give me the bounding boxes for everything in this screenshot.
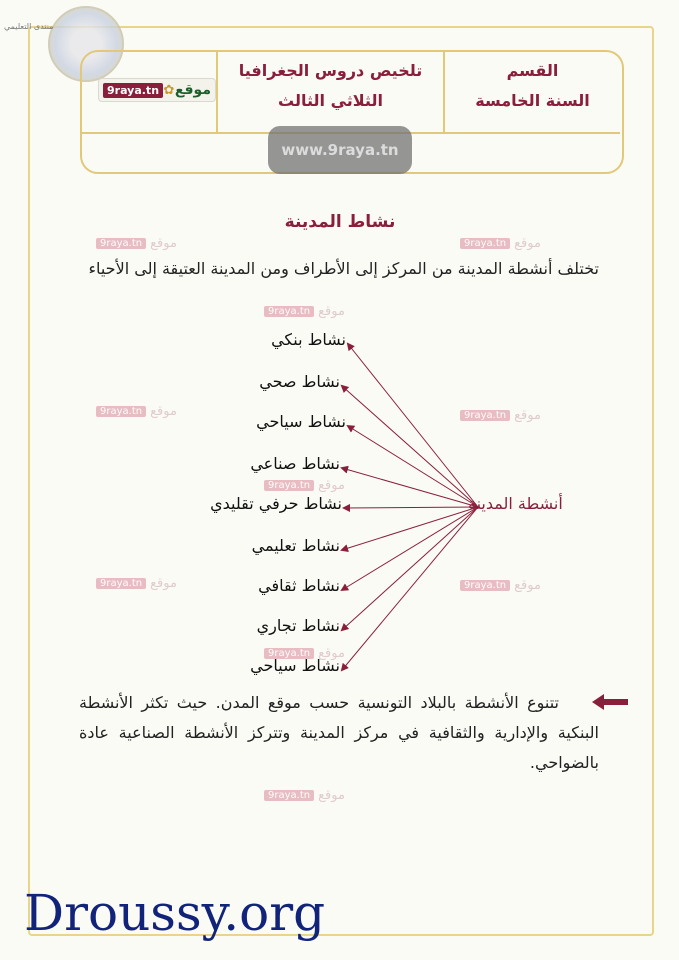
diagram-arrow [348,344,478,507]
diagram-arrow [342,507,478,550]
watermark-tag: 9raya.tn [460,238,510,249]
diagram-arrow [342,386,478,507]
watermark-tag: 9raya.tn [460,580,510,591]
watermark-tag: 9raya.tn [96,238,146,249]
watermark-word: موقع [150,576,177,591]
watermark-tag: 9raya.tn [264,648,314,659]
header-term-label: الثلاثي الثالث [278,91,383,110]
watermark-tag: 9raya.tn [460,410,510,421]
header-subject-title: تلخيص دروس الجغرافيا [238,61,423,80]
diagram-item: نشاط صناعي [250,454,340,473]
diagram-item: نشاط سياحي [256,412,346,431]
section-title: نشاط المدينة [284,212,396,232]
diagram-item: نشاط ثقافي [258,576,340,595]
watermark-tag: 9raya.tn [96,578,146,589]
diagram-item: نشاط صحي [259,372,340,391]
diagram-center-label: أنشطة المدينة [468,494,563,513]
diagram-arrow [348,426,478,507]
diagram-arrow [342,507,478,630]
footer-brand[interactable]: Droussy.org [24,884,326,942]
logo-word: موقع [174,82,211,98]
diagram-item: نشاط بنكي [271,330,346,349]
diagram-item: نشاط سياحي [250,656,340,675]
watermark-word: موقع [150,404,177,419]
conclusion-paragraph: تتنوع الأنشطة بالبلاد التونسية حسب موقع المدن. حيث تكثر الأنشطة البنكية والإدارية والثقافية في مركز المدينة وتتركز الأنشطة الصناعية عادة بالضواحي. [79,693,599,772]
corner-text: منتدى التعليمي [4,22,54,31]
watermark-tag: 9raya.tn [264,306,314,317]
diagram-item: نشاط تجاري [256,616,340,635]
watermark-word: موقع [150,236,177,251]
logo-tag: 9raya.tn [103,83,163,98]
watermark-word: موقع [514,578,541,593]
watermark-word: موقع [318,478,345,493]
diagram-arrow [342,507,478,670]
flower-icon: ✿ [163,82,175,98]
watermark-word: موقع [318,788,345,803]
watermark-word: موقع [514,236,541,251]
watermark-word: موقع [318,304,345,319]
diagram-arrow [342,468,478,507]
diagram-item: نشاط حرفي تقليدي [210,494,342,513]
diagram-item: نشاط تعليمي [251,536,340,555]
watermark-tag: 9raya.tn [264,790,314,801]
header-grade-label: السنة الخامسة [475,91,590,110]
watermark-tag: 9raya.tn [96,406,146,417]
diagram-arrow [344,507,478,508]
watermark-word: موقع [514,408,541,423]
diagram-arrow [342,507,478,590]
watermark-word: موقع [318,646,345,661]
intro-paragraph: تختلف أنشطة المدينة من المركز إلى الأطراف ومن المدينة العتيقة إلى الأحياء [88,259,599,278]
header-section-label: القسم [506,61,559,80]
watermark-tag: 9raya.tn [264,480,314,491]
site-url[interactable]: www.9raya.tn [268,126,412,174]
